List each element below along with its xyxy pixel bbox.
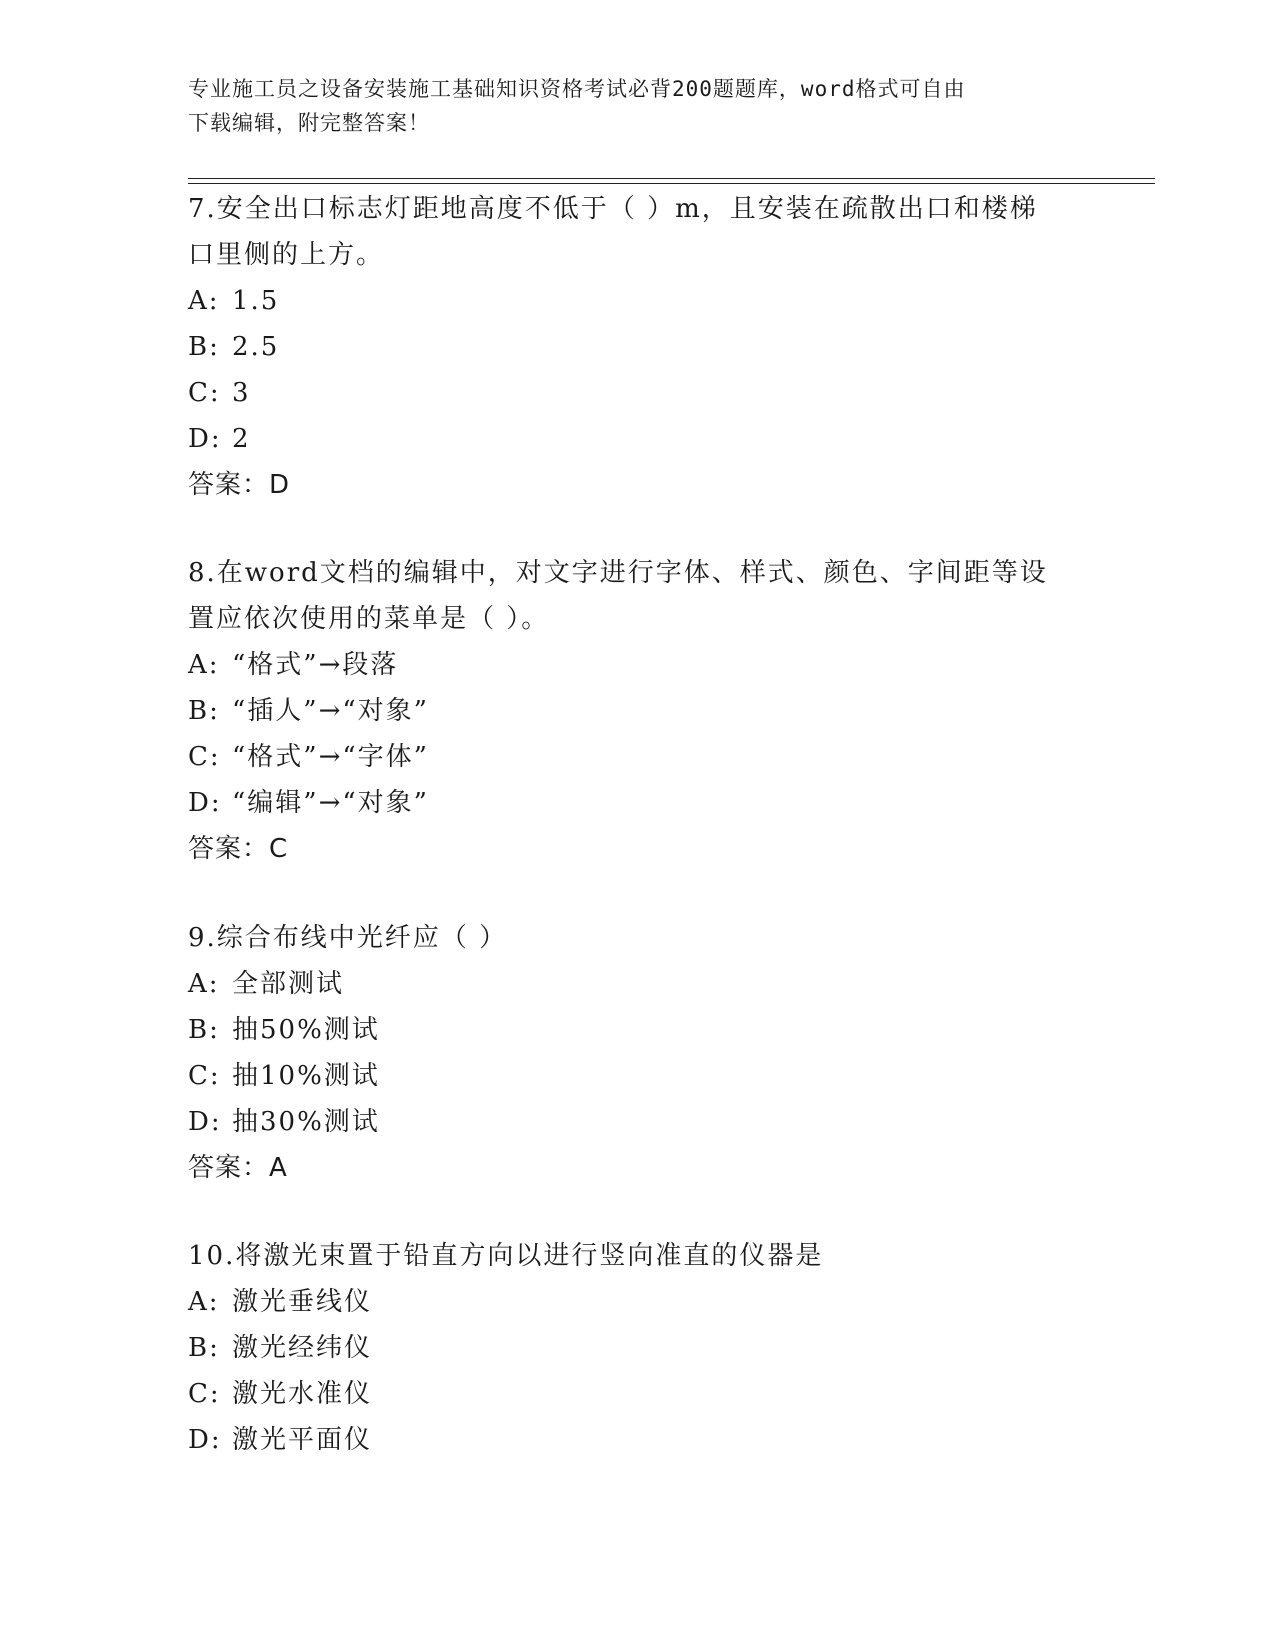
question-text-line: 8.在word文档的编辑中，对文字进行字体、样式、颜色、字间距等设: [188, 558, 1048, 588]
option-text: 激光平面仪: [232, 1425, 373, 1455]
option-b: [188, 324, 1088, 370]
option-a: [188, 278, 1088, 324]
option-text: 2: [232, 424, 251, 454]
question-text-line: 口里侧的上方。: [188, 240, 385, 270]
question-7: [188, 186, 1088, 508]
question-text-line: 9.综合布线中光纤应（ ）: [188, 923, 508, 953]
option-text: 抽10%测试: [232, 1061, 380, 1091]
option-letter: A:: [188, 1287, 220, 1317]
option-a: [188, 961, 1088, 1007]
question-text-line: 10.将激光束置于铅直方向以进行竖向准直的仪器是: [188, 1241, 824, 1271]
option-text: 激光垂线仪: [232, 1287, 373, 1317]
question-9: [188, 915, 1088, 1191]
header-divider-top: [188, 178, 1155, 179]
option-letter: A:: [188, 650, 220, 680]
option-text: 抽30%测试: [232, 1107, 380, 1137]
option-text: 3: [232, 378, 251, 408]
answer-line: 答案：D: [188, 470, 291, 500]
option-text: 全部测试: [232, 969, 345, 999]
option-letter: D:: [188, 1107, 222, 1137]
option-letter: C:: [188, 1379, 221, 1409]
option-letter: C:: [188, 742, 221, 772]
option-letter: C:: [188, 378, 221, 408]
option-b: [188, 1325, 1088, 1371]
option-d: [188, 1099, 1088, 1145]
option-letter: B:: [188, 696, 220, 726]
option-c: [188, 370, 1088, 416]
option-a: [188, 642, 1088, 688]
header-divider-bottom: [188, 183, 1155, 184]
option-d: [188, 1417, 1088, 1463]
option-text: 抽50%测试: [232, 1015, 380, 1045]
option-text: 激光水准仪: [232, 1379, 373, 1409]
answer-line: 答案：C: [188, 834, 289, 864]
option-text: “格式”→段落: [232, 650, 399, 680]
option-letter: A:: [188, 969, 220, 999]
option-text: 1.5: [232, 286, 280, 316]
option-a: [188, 1279, 1088, 1325]
option-letter: D:: [188, 1425, 222, 1455]
option-c: [188, 1371, 1088, 1417]
option-letter: B:: [188, 1333, 220, 1363]
question-text-line: 置应依次使用的菜单是（ ）。: [188, 604, 550, 634]
option-text: “插人”→“对象”: [232, 696, 429, 726]
answer-line: 答案：A: [188, 1153, 288, 1183]
option-letter: A:: [188, 286, 220, 316]
option-b: [188, 688, 1088, 734]
option-c: [188, 1053, 1088, 1099]
option-d: [188, 416, 1088, 462]
option-c: [188, 734, 1088, 780]
option-text: 2.5: [232, 332, 280, 362]
option-text: 激光经纬仪: [232, 1333, 373, 1363]
header-line-2: 下载编辑，附完整答案！: [188, 111, 430, 135]
option-letter: B:: [188, 332, 220, 362]
question-10: [188, 1233, 1088, 1463]
option-b: [188, 1007, 1088, 1053]
document-header: [188, 72, 1068, 140]
question-text-line: 7.安全出口标志灯距地高度不低于（ ）m，且安装在疏散出口和楼梯: [188, 194, 1038, 224]
option-letter: D:: [188, 424, 222, 454]
option-letter: C:: [188, 1061, 221, 1091]
header-line-1: 专业施工员之设备安装施工基础知识资格考试必背200题题库，word格式可自由: [188, 77, 966, 101]
option-d: [188, 780, 1088, 826]
question-8: [188, 550, 1088, 872]
option-text: “编辑”→“对象”: [232, 788, 429, 818]
option-letter: B:: [188, 1015, 220, 1045]
option-text: “格式”→“字体”: [232, 742, 429, 772]
option-letter: D:: [188, 788, 222, 818]
